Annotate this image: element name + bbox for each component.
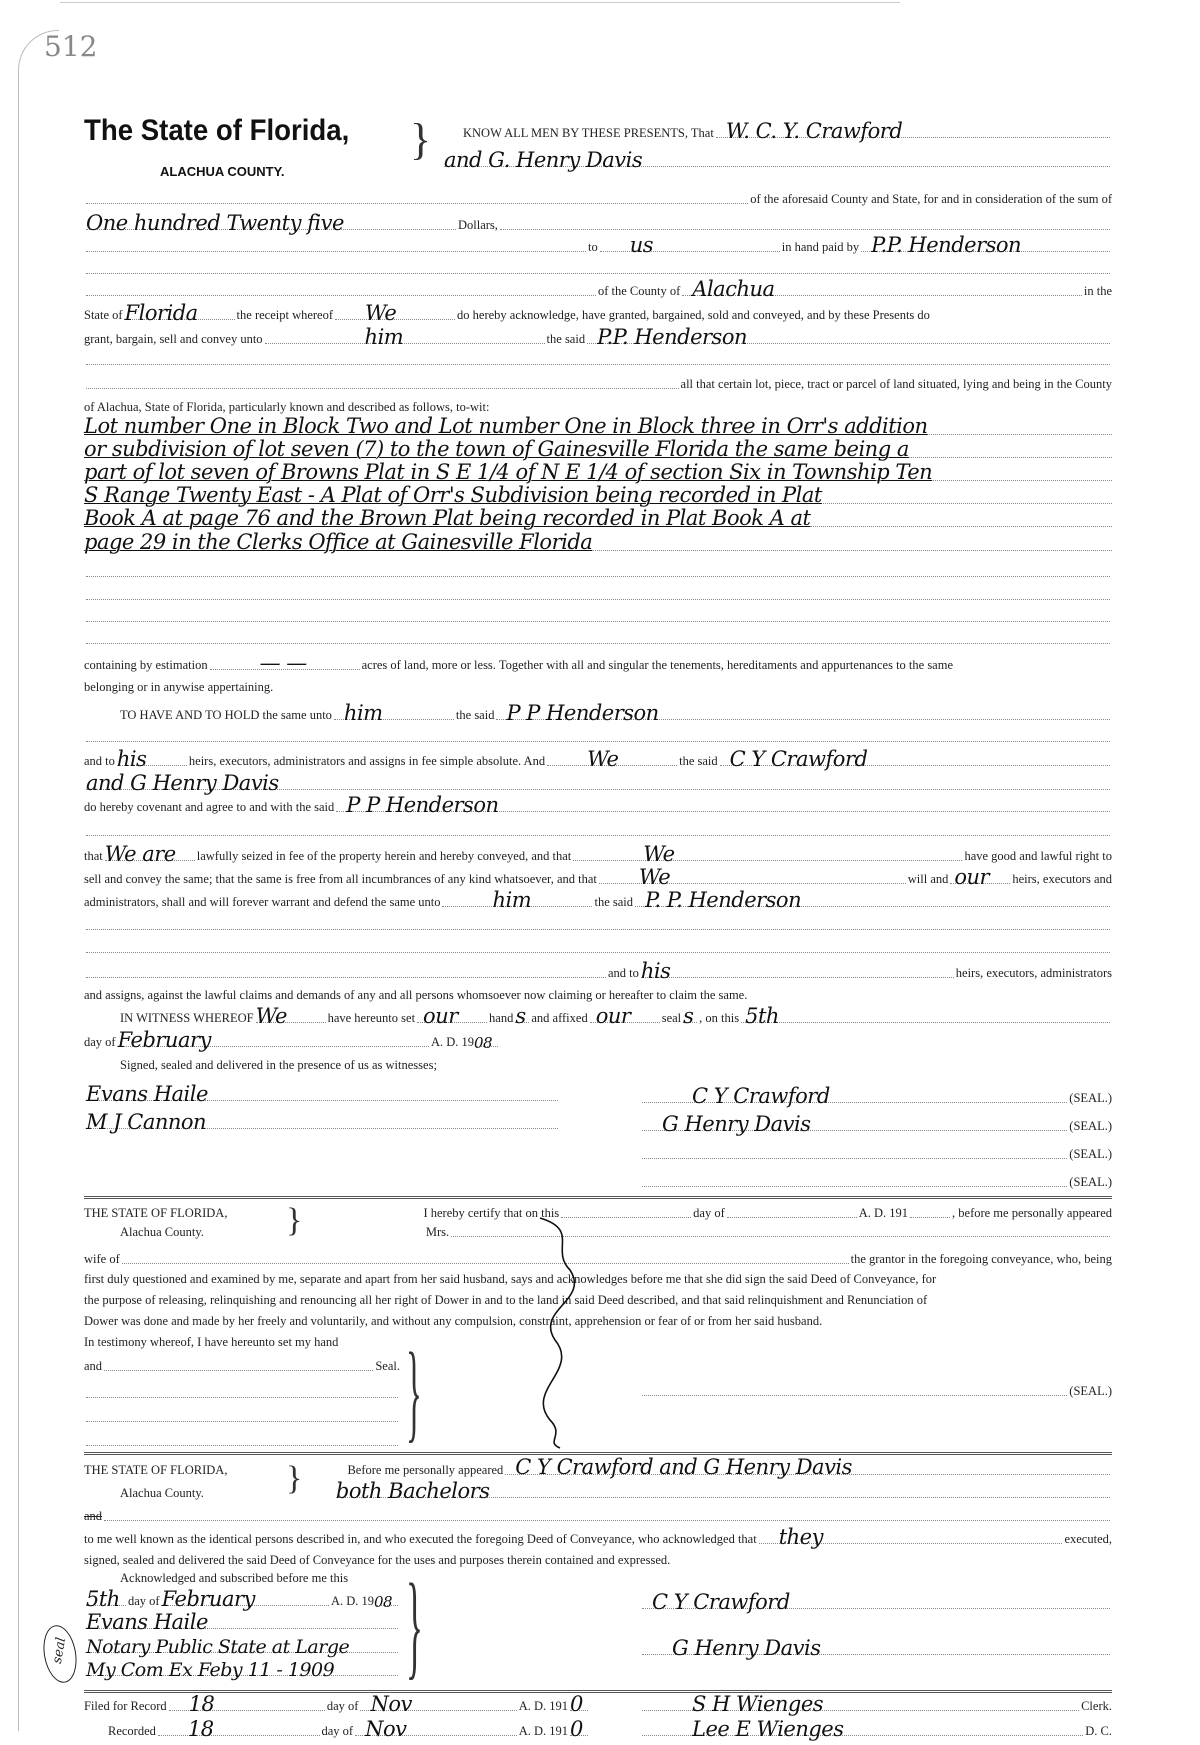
brace: } [286,1460,303,1497]
grantor-handwriting: W. C. Y. Crawford [725,119,903,143]
acknowledger-signature-line: G Henry Davis [640,1640,1112,1658]
parcel-line: all that certain lot, piece, tract or parcel of land situated, lying and being in the County [84,374,1112,392]
page-border [18,30,59,1731]
blank-line [84,915,1112,933]
witness-signature-line: Evans Haile [84,1086,560,1104]
incumbrances-line: sell and convey the same; that the same is free from all incumbrances of any kind whatsoever, and that We will and our heirs, executors and [84,865,1112,889]
signed-line: signed, sealed and delivered the said Deed of Conveyance for the uses and purposes therein contained and expressed. [84,1553,671,1567]
section-divider [84,1196,1112,1199]
dower-paragraph-line: Dower was done and made by her freely and voluntarily, and without any compulsion, constraint, apprehension or fear of or from her said husband. [84,1314,823,1328]
habendum-line: TO HAVE AND TO HOLD the same unto him the said P P Henderson [120,705,1112,723]
dower-paragraph-line: first duly questioned and examined by me, separate and apart from her said husband, says and acknowledges before me that she did sign the said Deed of Conveyance, for [84,1272,937,1286]
signed-sealed-line: Signed, sealed and delivered in the presence of us as witnesses; [120,1058,437,1072]
blank-line [84,821,1112,839]
section-divider [84,1690,1112,1693]
cancellation-squiggle [520,1210,610,1450]
description-line: Lot number One in Block Two and Lot number One in Block three in Orr's addition [84,414,1112,435]
acreage-line: containing by estimation — — acres of land, more or less. Together with all and singular the tenements, hereditaments and appurtenances to the same [84,651,953,675]
heirs-line: and to his heirs, executors, administrators and assigns in fee simple absolute. And We the said C Y Crawford [84,751,1112,769]
certify-line: THE STATE OF FLORIDA, I hereby certify that on this day of A. D. 191 , before me personally appeared [84,1206,1113,1220]
warrant-line: administrators, shall and will forever warrant and defend the same unto him the said P. P. Henderson [84,892,1112,910]
blank-line [84,607,1112,625]
paid-by-line: to us in hand paid by P.P. Henderson [84,237,1112,255]
notary-line: Notary Public State at Large [84,1638,400,1656]
to-wit-line: of Alachua, State of Florida, particularly known and described as follows, to-wit: [84,400,490,414]
consideration-line: of the aforesaid County and State, for and in consideration of the sum of [84,189,1112,207]
county-label: ALACHUA COUNTY. [160,164,285,179]
appeared-line: THE STATE OF FLORIDA, Before me personally appeared C Y Crawford and G Henry Davis [84,1460,1112,1478]
blank-line [84,562,1112,580]
description-line: or subdivision of lot seven (7) to the town of Gainesville Florida the same being a [84,437,1112,458]
grantor-line: and G Henry Davis [84,775,1112,793]
grantor-line-2: and G. Henry Davis [442,152,1112,170]
blank-line [84,727,1112,745]
county-of-line: of the County of Alachua in the [84,281,1112,299]
county-mrs-line: Alachua County. Mrs. [84,1222,1112,1240]
convey-unto-line: grant, bargain, sell and convey unto him the said P.P. Henderson [84,329,1112,347]
state-of-line: State of Florida the receipt whereof We do hereby acknowledge, have granted, bargained, sold and conveyed, and by these Presents do [84,301,930,325]
blank-line [84,1383,400,1401]
brace: } [286,1202,303,1239]
county-line: Alachua County. both Bachelors [84,1483,1112,1501]
blank-line [84,1407,400,1425]
ack-date-line: 5th day of February A. D. 19 08 [84,1591,400,1609]
and-line: and [84,1506,1112,1524]
brace: } [410,115,432,164]
testimony-line: In testimony whereof, I have hereunto set my hand [84,1335,339,1349]
heirs-line-2: and to his heirs, executors, administrators [84,963,1112,981]
notary-line: My Com Ex Feby 11 - 1909 [84,1661,400,1679]
acknowledged-line: Acknowledged and subscribed before me this [120,1571,349,1585]
officer-signature-line: (SEAL.) [640,1381,1112,1399]
seized-line: that We are lawfully seized in fee of the property herein and hereby conveyed, and that We have good and lawful right to [84,842,1112,866]
brace: } [406,1330,422,1452]
deputy-clerk-signature-line: Lee E Wienges D. C. [640,1721,1112,1739]
filed-for-record-line: Filed for Record 18 day of Nov A. D. 191 0 [84,1696,590,1714]
description-line: Book A at page 76 and the Brown Plat being recorded in Plat Book A at [84,506,1112,527]
assigns-line: and assigns, against the lawful claims and demands of any and all persons whomsoever now claiming or hereafter to claim the same. [84,988,748,1002]
blank-line [84,629,1112,647]
blank-line [84,938,1112,956]
grantor-signature-line: G Henry Davis (SEAL.) [640,1116,1112,1134]
grantor-signature-line: (SEAL.) [640,1144,1112,1162]
description-line: page 29 in the Clerks Office at Gainesville Florida [84,530,1112,551]
description-line: part of lot seven of Browns Plat in S E 1/4 of N E 1/4 of section Six in Township Ten [84,460,1112,481]
sum-line: One hundred Twenty five Dollars, [84,215,1112,233]
dower-paragraph-line: the purpose of releasing, relinquishing and renouncing all her right of Dower in and to the land in said Deed described, and that said relinquishment and Renunciation of [84,1293,928,1307]
recorded-line: Recorded 18 day of Nov A. D. 191 0 [108,1721,590,1739]
brace: } [406,1559,423,1690]
well-known-line: to me well known as the identical persons described in, and who executed the foregoing Deed of Conveyance, who acknowledged that they executed, [84,1525,1112,1549]
blank-line [84,259,1112,277]
blank-line [84,1431,400,1449]
know-all-men-line: KNOW ALL MEN BY THESE PRESENTS, That W. C. Y. Crawford [463,123,1112,141]
grantor-signature-line: C Y Crawford (SEAL.) [640,1088,1112,1106]
date-line: day of February A. D. 19 08 [84,1032,500,1050]
appertaining-line: belonging or in anywise appertaining. [84,680,274,694]
covenant-line: do hereby covenant and agree to and with the said P P Henderson [84,797,1112,815]
grantor-signature-line: (SEAL.) [640,1172,1112,1190]
page-top-edge [60,2,900,3]
document-title: The State of Florida, [84,114,350,147]
notary-seal-stamp: seal [39,1623,81,1686]
witness-signature-line: M J Cannon [84,1114,560,1132]
page-number: 512 [44,30,98,63]
wife-of-line: wife of the grantor in the foregoing conveyance, who, being [84,1252,1112,1266]
notary-line: Evans Haile [84,1614,400,1632]
blank-line [84,350,1112,368]
acknowledger-signature-line: C Y Crawford [640,1594,1112,1612]
clerk-signature-line: S H Wienges Clerk. [640,1696,1112,1714]
description-line: S Range Twenty East - A Plat of Orr's Subdivision being recorded in Plat [84,483,1112,504]
witness-whereof-line: IN WITNESS WHEREOF We have hereunto set our hand s and affixed our seal s , on this 5th [120,1008,1112,1026]
seal-line: and Seal. [84,1359,400,1373]
blank-line [84,585,1112,603]
